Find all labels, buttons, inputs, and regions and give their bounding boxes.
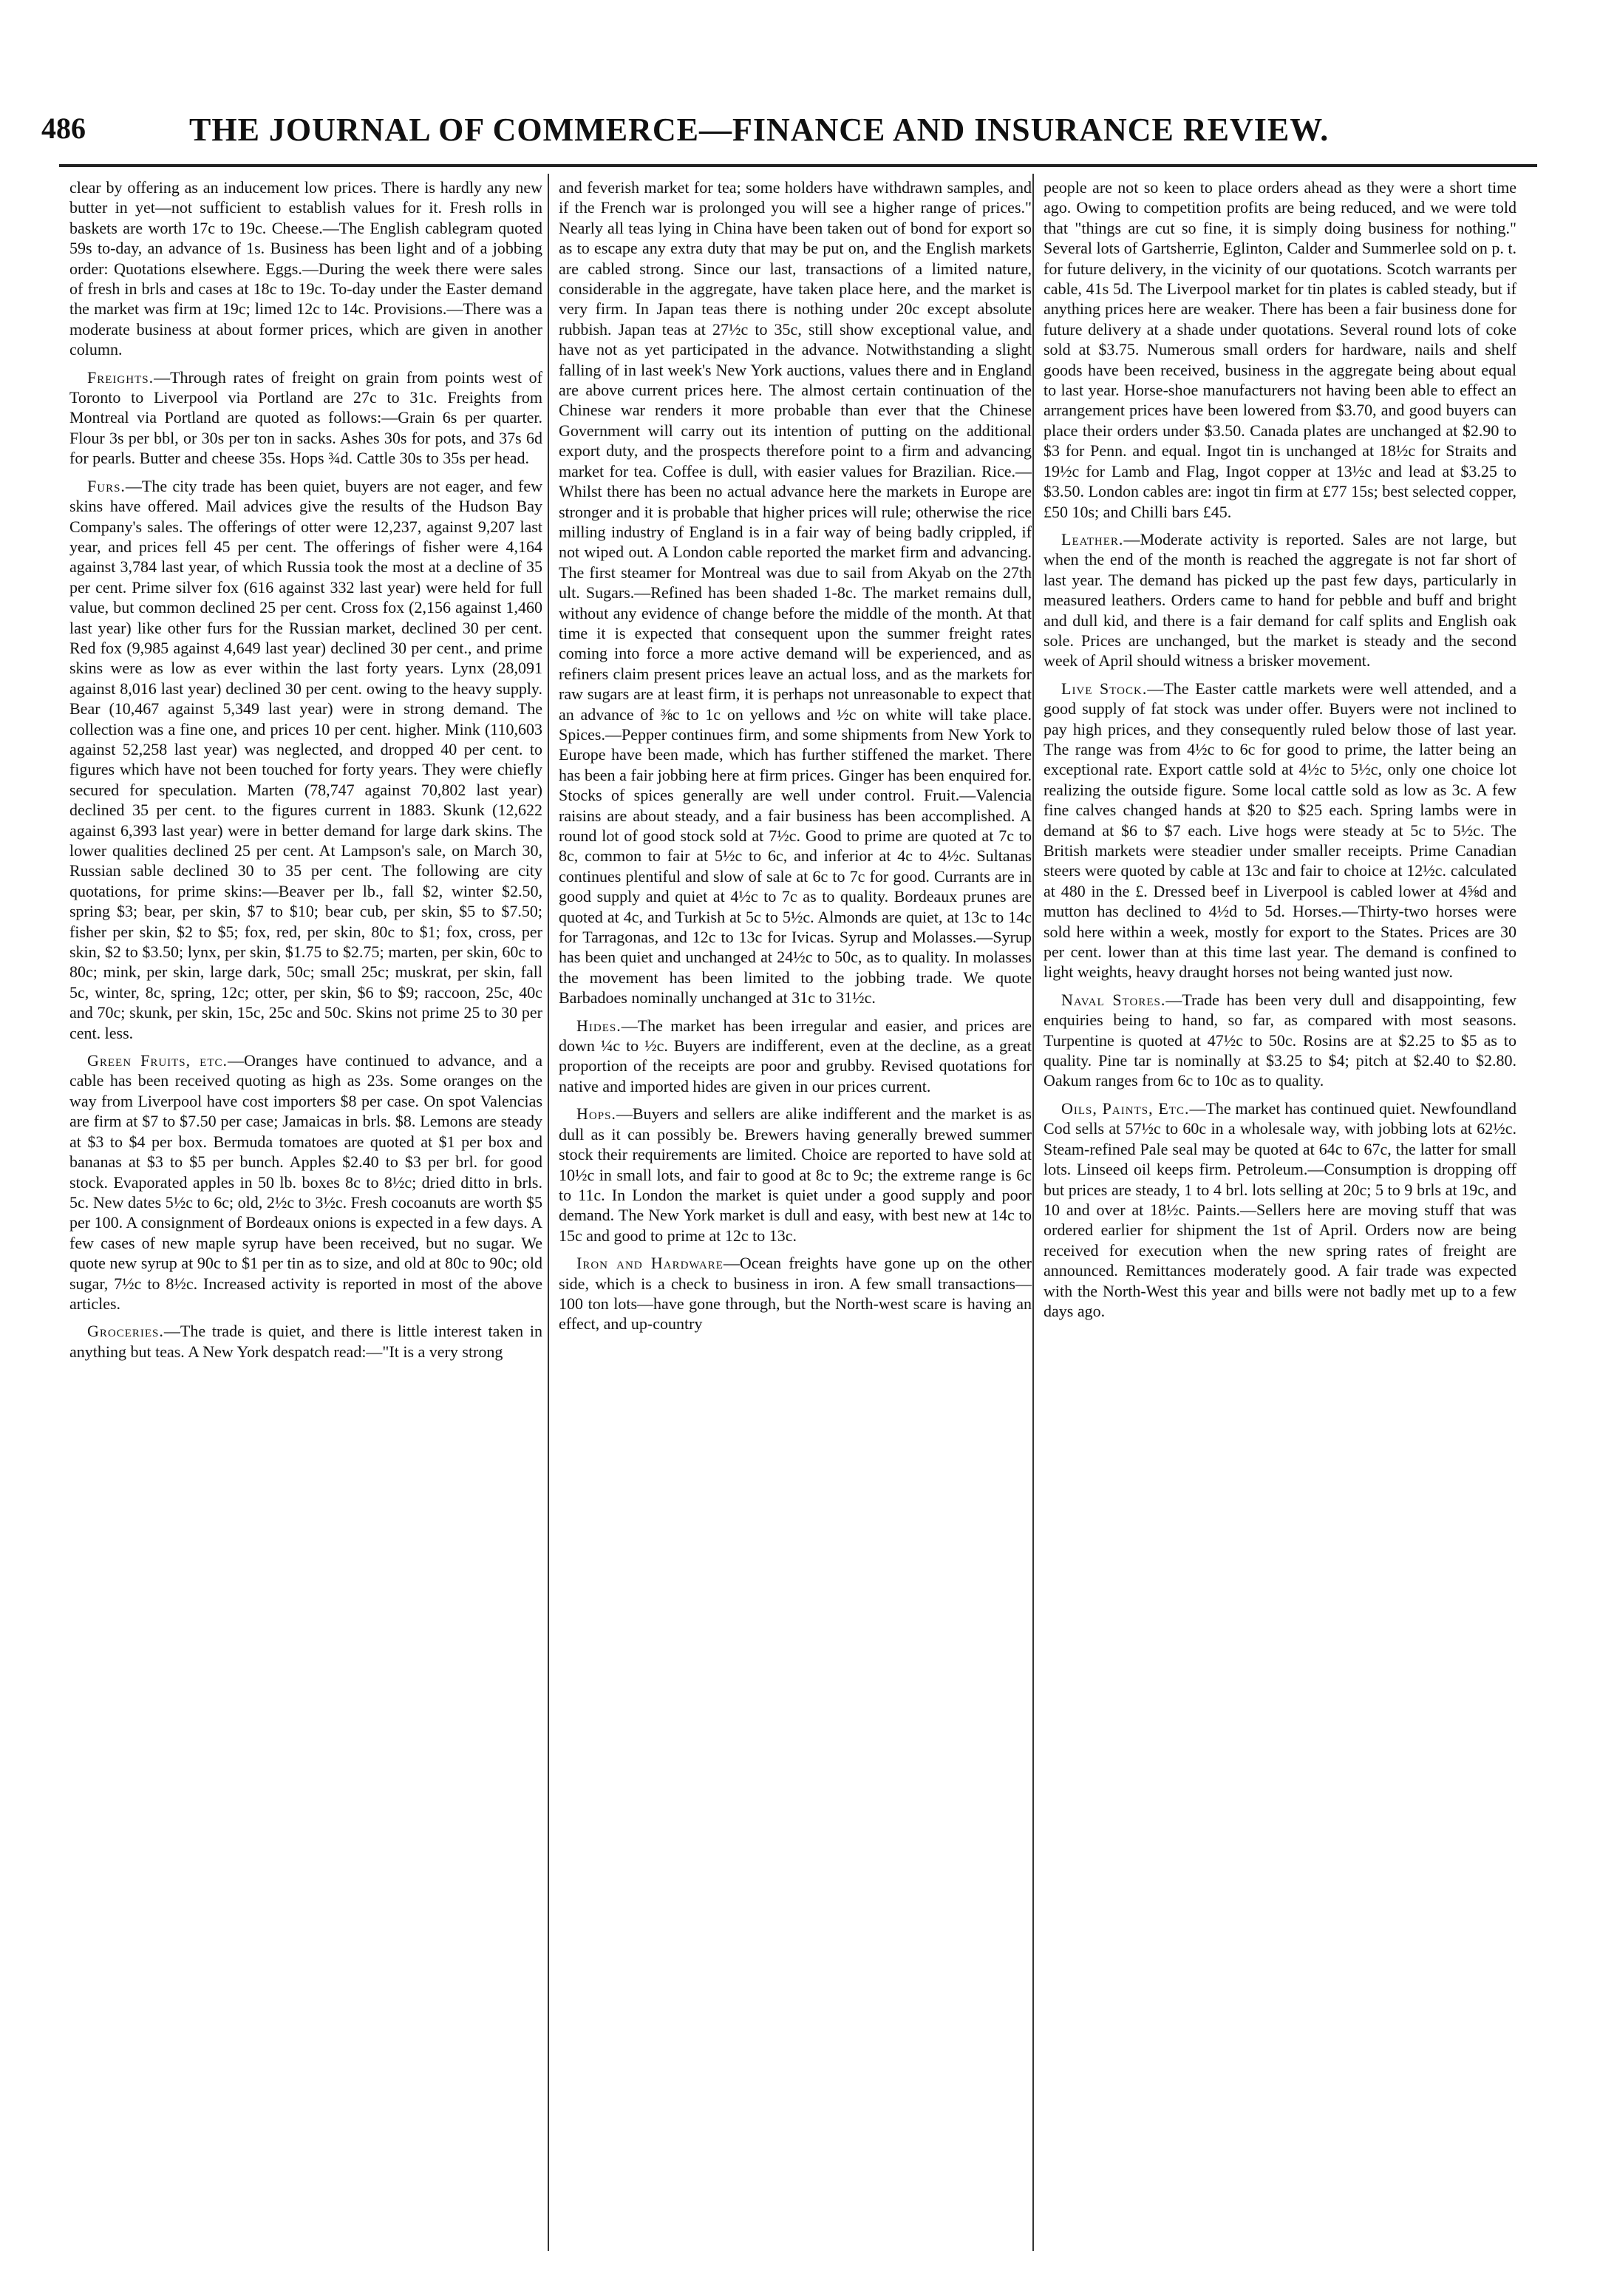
section-heading: Hides.: [576, 1016, 622, 1035]
section-heading: Oils, Paints, Etc.: [1061, 1098, 1190, 1118]
article-paragraph: Freights.—Through rates of freight on grain from points west of Toronto to Liverpool via Portland are 27c to 31c. Freights from Montreal via Portland are quoted as follows:—Grain 6s per quarter. Flour 3s per bbl, or 30s per ton in sacks. Ashes 30s for pots, and 37s 6d for pearls. Butter and cheese 35s. Hops ¾d. Cattle 30s to 35s per head.: [69, 367, 542, 468]
article-paragraph: Green Fruits, etc.—Oranges have continued to advance, and a cable has been received quoting as high as 23s. Some oranges on the way from Liverpool have cost importers $8 per case. On spot Valencias are firm at $7 to $7.50 per case; Jamaicas in brls. $8. Lemons are steady at $3 to $4 per box. Bermuda tomatoes are quoted at $1 per box and bananas at $3 to $5 per bunch. Apples $2.40 to $3 per brl. for good stock. Evaporated apples in 50 lb. boxes 8c to 8½c; dried ditto in brls. 5c. New dates 5½c to 6c; old, 2½c to 3½c. Fresh cocoanuts are worth $5 per 100. A consignment of Bordeaux onions is expected in a few days. A few cases of new maple syrup have been received, but no sugar. We quote new syrup at 90c to $1 per tin as to size, and old at 80c to 90c; old sugar, 7½c to 8½c. Increased activity is reported in most of the above articles.: [69, 1051, 542, 1313]
section-heading: Live Stock.: [1061, 679, 1148, 698]
section-heading: Freights.: [87, 367, 154, 387]
section-heading: Groceries.: [87, 1322, 164, 1341]
section-heading: Green Fruits, etc.: [87, 1051, 228, 1070]
article-paragraph: Hops.—Buyers and sellers are alike indifferent and the market is as dull as it can possibly be. Brewers having generally brewed summer stock their requirements are limited. Choice are reported to have sold at 10½c in small lots, and fair to good at 8c to 9c; the extreme range is 6c to 11c. In London the market is quiet under a good supply and poor demand. The New York market is dull and easy, with best new at 14c to 15c and good to prime at 12c to 13c.: [559, 1104, 1032, 1245]
section-heading: Naval Stores.: [1061, 990, 1166, 1009]
article-paragraph: and feverish market for tea; some holders have withdrawn samples, and if the French war is prolonged you will see a higher range of prices." Nearly all teas lying in China have been taken out of bond for export so as to escape any extra duty that may be put on, and the English markets are cabled strong. Since our last, transactions of a limited nature, considerable in the aggregate, have taken place here, and the market is very firm. In Japan teas there is nothing under 20c except absolute rubbish. Japan teas at 27½c to 35c, still show exceptional value, and have not as yet participated in the advance. Notwithstanding a slight falling of in last week's New York auctions, values there and in England are above current prices here. The almost certain continuation of the Chinese war renders it more probable than ever that the Chinese Government will carry out its intention of putting on the additional export duty, and the prospects therefore point to a firm and advancing market for tea. Coffee is dull, with easier values for Brazilian. Rice.—Whilst there has been no actual advance here the markets in Europe are stronger and it is probable that higher prices will rule; otherwise the rice milling industry of England is in a fair way of being badly crippled, if not wiped out. A London cable reported the market firm and advancing. The first steamer for Montreal was due to sail from Akyab on the 27th ult. Sugars.—Refined has been shaded 1-8c. The market remains dull, without any evidence of change before the middle of the month. At that time it is expected that consequent upon the summer freight rates coming into force a more active demand will be experienced, and as refiners claim present prices leave an actual loss, and as the markets for raw sugars are at least firm, it is perhaps not unreasonable to expect that an advance of ⅜c to 1c on yellows and ½c on white will take place. Spices.—Pepper continues firm, and some shipments from New York to Europe have been made, which has further stiffened the market. There has been a fair jobbing here at firm prices. Ginger has been enquired for. Stocks of spices generally are well under control. Fruit.—Valencia raisins are about steady, and a fair business has been accomplished. A round lot of good stock sold at 7½c. Good to prime are quoted at 7c to 8c, common to fair at 5½c to 6c, and inferior at 4c to 4½c. Sultanas continues plentiful and slow of sale at 6c to 7c for good. Currants are in good supply and quiet at 4½c to 7c as to quality. Bordeaux prunes are quoted at 4c, and Turkish at 5c to 5½c. Almonds are quiet, at 13c to 14c for Tarragonas, and 12c to 13c for Ivicas. Syrup and Molasses.—Syrup has been quiet and unchanged at 24½c to 50c, as to quality. In molasses the movement has been limited to the jobbing trade. We quote Barbadoes nominally unchanged at 31c to 31½c.: [559, 178, 1032, 1008]
section-heading: Furs.: [87, 476, 126, 495]
section-heading: Leather.: [1061, 529, 1124, 548]
header-rule: [59, 164, 1537, 167]
page-number: 486: [41, 112, 86, 145]
article-paragraph: Leather.—Moderate activity is reported. Sales are not large, but when the end of the month is reached the aggregate is not far short of last year. The demand has picked up the past few days, particularly in measured leathers. Orders came to hand for pebble and buff and bright and dull kid, and there is a fair demand for calf splits and English oak sole. Prices are unchanged, but the market is steady and the second week of April should witness a brisker movement.: [1044, 529, 1516, 670]
article-paragraph: Groceries.—The trade is quiet, and there is little interest taken in anything but teas. A New York despatch read:—"It is a very strong: [69, 1322, 542, 1361]
column-3: [1044, 177, 1516, 1328]
column-1: [69, 177, 542, 1369]
section-heading: Iron and Hardware: [576, 1254, 724, 1273]
article-paragraph: Hides.—The market has been irregular and easier, and prices are down ¼c to ½c. Buyers are indifferent, even at the decline, as a great proportion of the receipts are poor and grubby. Revised quotations for native and imported hides are given in our prices current.: [559, 1016, 1032, 1096]
column-divider: [1032, 174, 1034, 2251]
article-paragraph: Furs.—The city trade has been quiet, buyers are not eager, and few skins have offered. Mail advices give the results of the Hudson Bay Company's sales. The offerings of otter were 12,237, against 9,207 last year, and prices fell 45 per cent. The offerings of fisher were 4,164 against 3,784 last year, of which Russia took the most at a decline of 35 per cent. Prime silver fox (616 against 332 last year) were held for full value, but common declined 25 per cent. Cross fox (2,156 against 1,460 last year) like other furs for the Russian market, declined 30 per cent. Red fox (9,985 against 4,649 last year) declined 30 per cent., and prime skins were as low as ever within the last forty years. Lynx (28,091 against 8,016 last year) declined 30 per cent. owing to the heavy supply. Bear (10,467 against 5,349 last year) were in strong demand. The collection was a fine one, and prices 10 per cent. higher. Mink (110,603 against 52,258 last year) was neglected, and dropped 40 per cent. to figures which have not been touched for forty years. They were chiefly secured for speculation. Marten (78,747 against 70,802 last year) declined 35 per cent. to the figures current in 1883. Skunk (12,622 against 6,393 last year) were in better demand for large dark skins. The lower qualities declined 25 per cent. At Lampson's sale, on March 30, Russian sable declined 30 to 35 per cent. The following are city quotations, for prime skins:—Beaver per lb., fall $2, winter $2.50, spring $3; bear, per skin, $7 to $10; bear cub, per skin, $5 to $7.50; fisher per skin, $2 to $5; fox, red, per skin, 80c to $1; fox, cross, per skin, $2 to $3.50; lynx, per skin, $1.75 to $2.75; marten, per skin, 60c to 80c; mink, per skin, large dark, 50c; small 25c; muskrat, per skin, fall 5c, winter, 8c, spring, 12c; otter, per skin, $6 to $9; raccoon, 25c, 40c and 70c; skunk, per skin, 15c, 25c and 50c. Skins not prime 25 to 30 per cent. less.: [69, 476, 542, 1042]
page-header: [41, 111, 1330, 170]
section-heading: Hops.: [576, 1104, 616, 1124]
article-paragraph: Naval Stores.—Trade has been very dull and disappointing, few enquiries being to hand, so far, as compared with most seasons. Turpentine is quoted at 47½c to 50c. Rosins are at $2.25 to $5 as to quality. Pine tar is nominally at $3.25 to $4; pitch at $2.40 to $2.80. Oakum ranges from 6c to 10c as to quality.: [1044, 990, 1516, 1090]
article-paragraph: people are not so keen to place orders ahead as they were a short time ago. Owing to competition profits are being reduced, and we were told that "things are cut so fine, it is simply doing business for nothing." Several lots of Gartsherrie, Eglinton, Calder and Summerlee sold on p. t. for future delivery, in the vicinity of our quotations. Scotch warrants per cable, 41s 5d. The Liverpool market for tin plates is cabled steady, but if anything prices here are weaker. There has been a fair business done for future delivery at a shade under quotations. Several round lots of coke sold at $3.75. Numerous small orders for hardware, nails and shelf goods have been received, business in the aggregate being about equal to last year. Horse-shoe manufacturers not having been able to effect an arrangement prices have been lowered from $3.70, and good buyers can place their orders under $3.50. Canada plates are unchanged at $2.90 to $3 for Penn. and equal. Ingot tin is unchanged at 18½c for Straits and 19½c for Lamb and Flag, Ingot copper at 13½c and lead at $3.25 to $3.50. London cables are: ingot tin firm at £77 15s; best selected copper, £50 10s; and Chilli bars £45.: [1044, 178, 1517, 521]
article-paragraph: Live Stock.—The Easter cattle markets were well attended, and a good supply of fat stock was under offer. Buyers were not inclined to pay high prices, and they consequently ruled below those of last year. The range was from 4½c to 6c for good to prime, the latter being an exceptional rate. Export cattle sold at 4½c to 5½c, only one choice lot realizing the outside figure. Some local cattle sold as low as 3c. A few fine calves changed hands at $20 to $25 each. Spring lambs were in demand at $6 to $7 each. Live hogs were steady at 5c to 5½c. The British markets were steadier under smaller receipts. Prime Canadian steers were quoted by cable at 13c and fair to choice at 12½c. calculated at 480 in the £. Dressed beef in Liverpool is cabled lower at 4⅝d and mutton has declined to 4½d to 5d. Horses.—Thirty-two horses were sold here within a week, mostly for export to the States. Prices are 30 per cent. lower than at this time last year. The demand is confined to light weights, heavy draught horses not being wanted just now.: [1044, 679, 1516, 982]
column-2: [559, 177, 1032, 1342]
article-paragraph: Iron and Hardware—Ocean freights have gone up on the other side, which is a check to business in iron. A few small transactions—100 ton lots—have gone through, but the North-west scare is having an effect, and up-country: [559, 1254, 1032, 1334]
article-paragraph: clear by offering as an inducement low prices. There is hardly any new butter in yet—not sufficient to establish values for it. Fresh rolls in baskets are worth 17c to 19c. Cheese.—The English cablegram quoted 59s to-day, an advance of 1s. Business has been light and of a jobbing order: Quotations elsewhere. Eggs.—During the week there were sales of fresh in brls and cases at 18c to 19c. To-day under the Easter demand the market was firm at 19c; limed 12c to 14c. Provisions.—There was a moderate business at about former prices, which are given in another column.: [69, 178, 542, 359]
article-paragraph: Oils, Paints, Etc.—The market has continued quiet. Newfoundland Cod sells at 57½c to 60c in a wholesale way, with jobbing lots at 62½c. Steam-refined Pale seal may be quoted at 64c to 67c, the latter for small lots. Linseed oil keeps firm. Petroleum.—Consumption is dropping off but prices are steady, 1 to 4 brl. lots selling at 20c; 5 to 9 brls at 19c, and 10 and over at 18½c. Paints.—Sellers here are moving stuff that was ordered earlier for shipment the 1st of April. Orders now are being received for execution when the new spring rates of freight are announced. Remittances moderately good. A fair trade was expected with the North-West this year and bills were not badly met up to a few days ago.: [1044, 1098, 1516, 1320]
journal-title: THE JOURNAL OF COMMERCE—FINANCE AND INSURANCE REVIEW.: [189, 112, 1330, 148]
column-divider: [548, 174, 549, 2251]
